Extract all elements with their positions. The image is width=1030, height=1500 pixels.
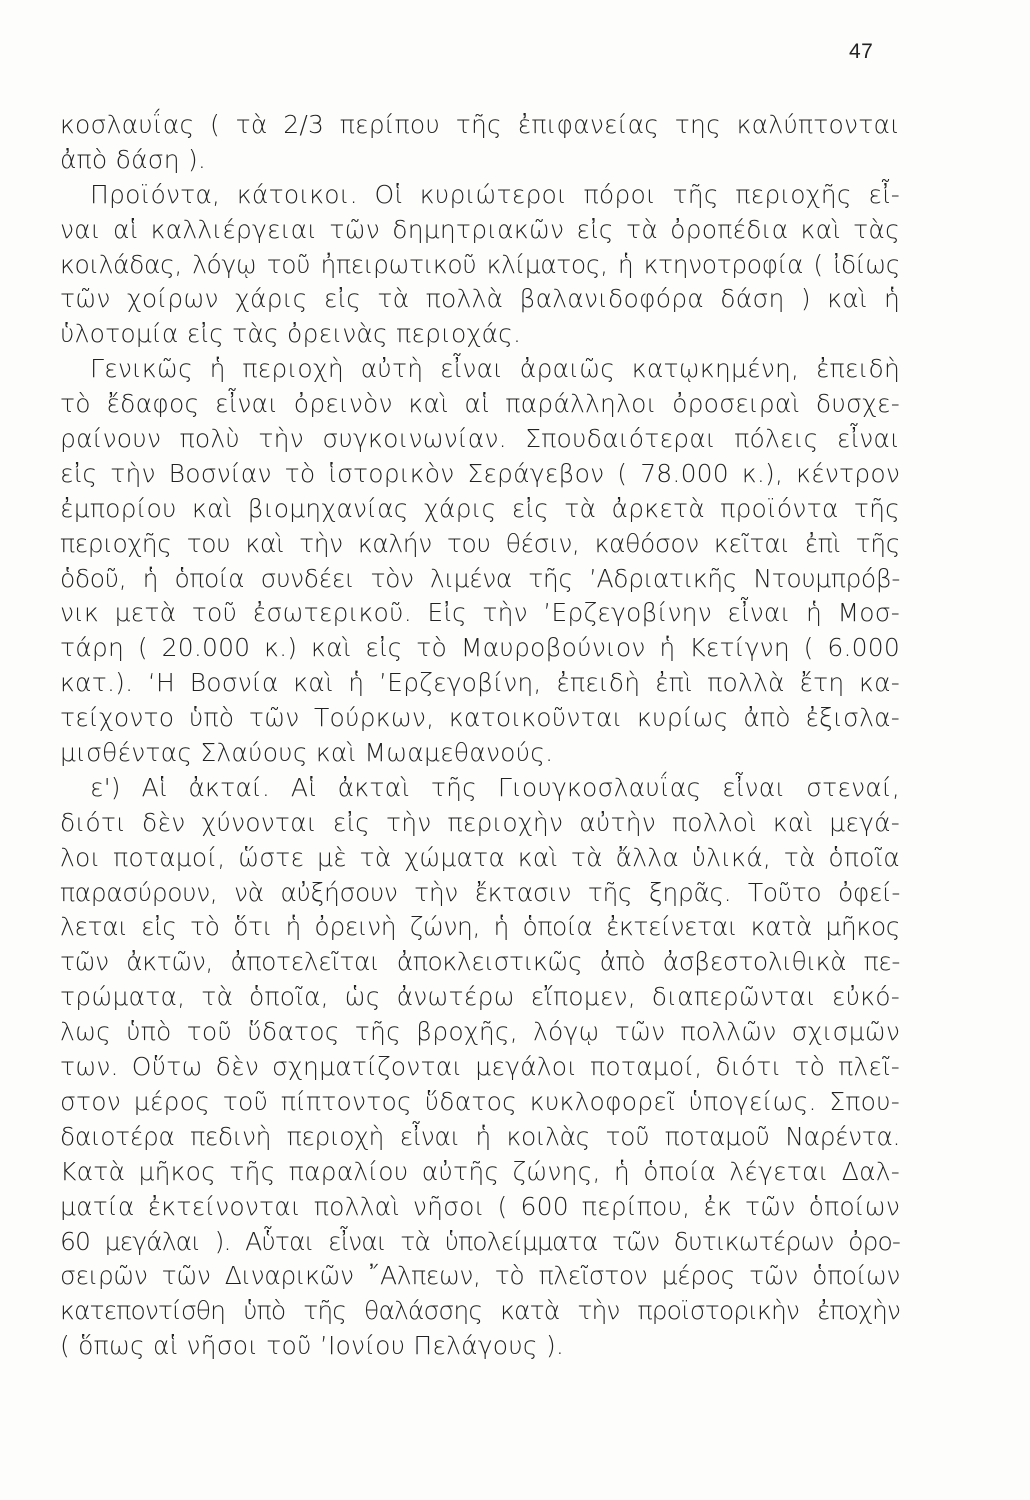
- page-number: 47: [849, 40, 874, 63]
- text-line: τῶν ἀκτῶν, ἀποτελεῖται ἀποκλειστικῶς ἀπὸ ἀσβεστολιθικὰ πε-: [60, 947, 900, 977]
- body-text: [60, 108, 900, 1364]
- text-line: εἰς τὴν Βοσνίαν τὸ ἱστορικὸν Σεράγεβον ( 78.000 κ.), κέντρον: [60, 458, 900, 488]
- text-line: Κατὰ μῆκος τῆς παραλίου αὐτῆς ζώνης, ἡ ὁποία λέγεται Δαλ-: [60, 1156, 900, 1186]
- text-line: λεται εἰς τὸ ὅτι ἡ ὀρεινὴ ζώνη, ἡ ὁποία ἐκτείνεται κατὰ μῆκος: [60, 912, 900, 942]
- text-line: ναι αἱ καλλιέργειαι τῶν δημητριακῶν εἰς τὰ ὀροπέδια καὶ τὰς: [60, 214, 900, 244]
- text-line: κατ.). ‘Η Βοσνία καὶ ἡ ’Ερζεγοβίνη, ἐπειδὴ ἐπὶ πολλὰ ἔτη κα-: [60, 668, 900, 698]
- text-line: κοσλαυΐας ( τὰ 2/3 περίπου τῆς ἐπιφανείας της καλύπτονται: [60, 110, 900, 139]
- text-line: ὁδοῦ, ἡ ὁποία συνδέει τὸν λιμένα τῆς ’Αδριατικῆς Ντουμπρόβ-: [60, 563, 900, 593]
- text-line: 60 μεγάλαι ). Αὗται εἶναι τὰ ὑπολείμματα τῶν δυτικωτέρων ὀρο-: [60, 1226, 900, 1256]
- text-line: Γενικῶς ἡ περιοχὴ αὐτὴ εἶναι ἀραιῶς κατῳκημένη, ἐπειδὴ: [90, 354, 900, 384]
- text-line: ἀπὸ δάση ).: [60, 144, 207, 174]
- text-line: στον μέρος τοῦ πίπτοντος ὕδατος κυκλοφορεῖ ὑπογείως. Σπου-: [60, 1086, 900, 1116]
- text-line: κατεποντίσθη ὑπὸ τῆς θαλάσσης κατὰ τὴν προϊστορικὴν ἐποχὴν: [60, 1296, 900, 1326]
- text-line: των. Οὕτω δὲν σχηματίζονται μεγάλοι ποταμοί, διότι τὸ πλεῖ-: [60, 1052, 900, 1082]
- text-line: ραίνουν πολὺ τὴν συγκοινωνίαν. Σπουδαιότεραι πόλεις εἶναι: [60, 424, 900, 454]
- text-line: τείχοντο ὑπὸ τῶν Τούρκων, κατοικοῦνται κυρίως ἀπὸ ἐξισλα-: [60, 703, 900, 733]
- text-line: κοιλάδας, λόγῳ τοῦ ἠπειρωτικοῦ κλίματος, ἡ κτηνοτροφία ( ἰδίως: [60, 249, 900, 279]
- text-line: ε') Αἱ ἀκταί. Αἱ ἀκταὶ τῆς Γιουγκοσλαυΐας εἶναι στεναί,: [90, 772, 900, 802]
- text-line: ( ὅπως αἱ νῆσοι τοῦ ’Ιονίου Πελάγους ).: [60, 1331, 565, 1361]
- text-line: ὑλοτομία εἰς τὰς ὀρεινὰς περιοχάς.: [60, 319, 522, 349]
- text-line: τὸ ἔδαφος εἶναι ὀρεινὸν καὶ αἱ παράλληλοι ὀροσειραὶ δυσχε-: [60, 389, 900, 419]
- text-line: Προϊόντα, κάτοικοι. Οἱ κυριώτεροι πόροι τῆς περιοχῆς εἶ-: [90, 179, 900, 209]
- text-line: λοι ποταμοί, ὥστε μὲ τὰ χώματα καὶ τὰ ἄλλα ὑλικά, τὰ ὁποῖα: [60, 842, 900, 872]
- text-line: παρασύρουν, νὰ αὐξήσουν τὴν ἔκτασιν τῆς ξηρᾶς. Τοῦτο ὀφεί-: [60, 877, 900, 907]
- text-line: τῶν χοίρων χάρις εἰς τὰ πολλὰ βαλανιδοφόρα δάση ) καὶ ἡ: [60, 284, 900, 314]
- text-line: σειρῶν τῶν Διναρικῶν ῎Αλπεων, τὸ πλεῖστον μέρος τῶν ὁποίων: [60, 1261, 900, 1291]
- text-line: δαιοτέρα πεδινὴ περιοχὴ εἶναι ἡ κοιλὰς τοῦ ποταμοῦ Ναρέντα.: [60, 1121, 900, 1151]
- text-line: τρώματα, τὰ ὁποῖα, ὡς ἀνωτέρω εἴπομεν, διαπερῶνται εὐκό-: [60, 982, 900, 1012]
- text-line: ματία ἐκτείνονται πολλαὶ νῆσοι ( 600 περίπου, ἐκ τῶν ὁποίων: [60, 1191, 900, 1221]
- text-line: περιοχῆς του καὶ τὴν καλήν του θέσιν, καθόσον κεῖται ἐπὶ τῆς: [60, 528, 900, 558]
- text-line: μισθέντας Σλαύους καὶ Μωαμεθανούς.: [60, 738, 554, 768]
- text-line: λως ὑπὸ τοῦ ὕδατος τῆς βροχῆς, λόγῳ τῶν πολλῶν σχισμῶν: [60, 1017, 900, 1047]
- text-line: διότι δὲν χύνονται εἰς τὴν περιοχὴν αὐτὴν πολλοὶ καὶ μεγά-: [60, 807, 900, 837]
- text-line: τάρη ( 20.000 κ.) καὶ εἰς τὸ Μαυροβούνιον ἡ Κετίγνη ( 6.000: [60, 633, 900, 663]
- text-line: νικ μετὰ τοῦ ἐσωτερικοῦ. Εἰς τὴν ’Ερζεγοβίνην εἶναι ἡ Μοσ-: [60, 598, 900, 628]
- text-line: ἐμπορίου καὶ βιομηχανίας χάρις εἰς τὰ ἀρκετὰ προϊόντα τῆς: [60, 493, 900, 523]
